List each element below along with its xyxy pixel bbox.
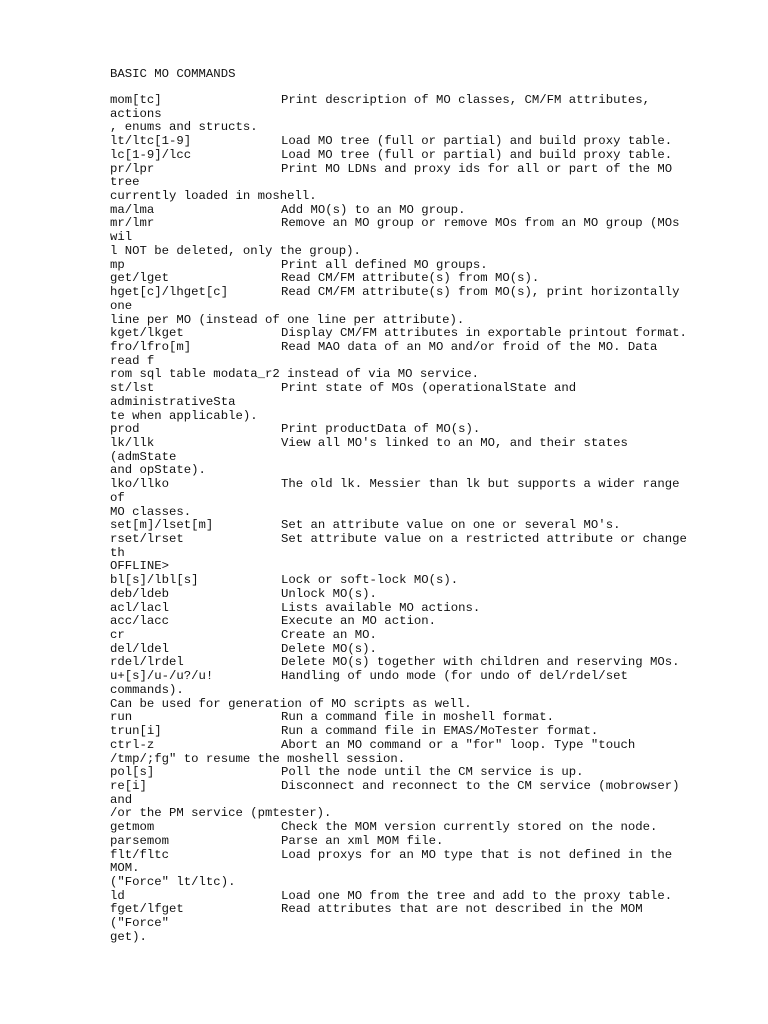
command-description: Delete MO(s) together with children and reserving MOs. — [281, 655, 680, 670]
command-row — [110, 204, 730, 218]
continuation-text: read f — [110, 353, 155, 368]
continuation-text: wil — [110, 230, 133, 245]
command-row — [110, 643, 730, 657]
continuation-line — [110, 547, 730, 561]
continuation-line — [110, 410, 730, 424]
continuation-line — [110, 355, 730, 369]
command-name: run — [110, 710, 133, 725]
command-description: Parse an xml MOM file. — [281, 833, 444, 848]
command-name: mp — [110, 257, 125, 272]
command-name: hget[c]/lhget[c] — [110, 285, 229, 300]
command-row — [110, 382, 730, 396]
command-description: Print MO LDNs and proxy ids for all or part of the MO — [281, 161, 673, 176]
continuation-line — [110, 121, 730, 135]
continuation-text: /or the PM service (pmtester). — [110, 806, 332, 821]
command-name: pol[s] — [110, 765, 155, 780]
command-description: Execute an MO action. — [281, 614, 436, 629]
continuation-line — [110, 876, 730, 890]
command-row — [110, 437, 730, 451]
command-name: ma/lma — [110, 202, 155, 217]
command-description: Set an attribute value on one or several MO's. — [281, 518, 621, 533]
command-name: trun[i] — [110, 724, 162, 739]
command-description: Check the MOM version currently stored on the node. — [281, 820, 658, 835]
command-name: fget/lfget — [110, 902, 184, 917]
command-description: Run a command file in EMAS/MoTester format. — [281, 724, 599, 739]
continuation-line — [110, 245, 730, 259]
command-row — [110, 739, 730, 753]
command-name: lk/llk — [110, 435, 155, 450]
command-row — [110, 588, 730, 602]
continuation-text: one — [110, 298, 133, 313]
command-description: Print description of MO classes, CM/FM attributes, — [281, 93, 650, 107]
command-row — [110, 725, 730, 739]
continuation-text: administrativeSta — [110, 394, 236, 409]
continuation-text: MOM. — [110, 861, 140, 876]
command-description: Print all defined MO groups. — [281, 257, 488, 272]
command-description: Load proxys for an MO type that is not defined in the — [281, 847, 673, 862]
continuation-text: te when applicable). — [110, 408, 258, 423]
continuation-line — [110, 807, 730, 821]
continuation-line — [110, 464, 730, 478]
command-row — [110, 835, 730, 849]
command-name: acc/lacc — [110, 614, 170, 629]
continuation-line — [110, 506, 730, 520]
command-row — [110, 903, 730, 917]
command-row — [110, 629, 730, 643]
continuation-line — [110, 794, 730, 808]
command-name: set[m]/lset[m] — [110, 518, 214, 533]
continuation-line — [110, 451, 730, 465]
command-name: rdel/lrdel — [110, 655, 184, 670]
command-description: Read CM/FM attribute(s) from MO(s). — [281, 271, 540, 286]
command-name: re[i] — [110, 778, 147, 793]
continuation-line — [110, 753, 730, 767]
continuation-text: (admState — [110, 449, 177, 464]
command-description: Unlock MO(s). — [281, 586, 377, 601]
continuation-text: commands). — [110, 682, 184, 697]
command-name: kget/lkget — [110, 326, 184, 341]
command-row — [110, 259, 730, 273]
command-row — [110, 670, 730, 684]
command-description: The old lk. Messier than lk but supports a wider range — [281, 477, 680, 492]
continuation-text: MO classes. — [110, 504, 192, 519]
command-name: lc[1-9]/lcc — [110, 147, 192, 162]
command-description: Load MO tree (full or partial) and build proxy table. — [281, 147, 673, 162]
command-description: Read MAO data of an MO and/or froid of the MO. Data — [281, 339, 658, 354]
continuation-text: of — [110, 490, 125, 505]
command-name: parsemom — [110, 833, 170, 848]
continuation-line — [110, 862, 730, 876]
command-row — [110, 602, 730, 616]
continuation-line — [110, 108, 730, 122]
continuation-line — [110, 368, 730, 382]
command-description: Add MO(s) to an MO group. — [281, 202, 466, 217]
command-row — [110, 94, 730, 108]
command-description: Lock or soft-lock MO(s). — [281, 573, 459, 588]
command-row — [110, 341, 730, 355]
continuation-line — [110, 396, 730, 410]
continuation-text: and opState). — [110, 463, 206, 478]
command-row — [110, 286, 730, 300]
continuation-text: tree — [110, 175, 140, 190]
continuation-line — [110, 176, 730, 190]
command-row — [110, 478, 730, 492]
continuation-text: ("Force" lt/ltc). — [110, 874, 236, 889]
command-name: lt/ltc[1-9] — [110, 134, 192, 149]
command-description: View all MO's linked to an MO, and their states — [281, 435, 628, 450]
continuation-text: rom sql table modata_r2 instead of via MO service. — [110, 367, 479, 382]
command-description: Poll the node until the CM service is up. — [281, 765, 584, 780]
continuation-line — [110, 931, 730, 945]
command-row — [110, 272, 730, 286]
command-name: prod — [110, 422, 140, 437]
command-description: Delete MO(s). — [281, 641, 377, 656]
command-row — [110, 849, 730, 863]
continuation-text: get). — [110, 929, 147, 944]
command-row — [110, 423, 730, 437]
command-name: bl[s]/lbl[s] — [110, 573, 199, 588]
continuation-line — [110, 190, 730, 204]
command-description: Handling of undo mode (for undo of del/rdel/set — [281, 669, 628, 684]
command-row — [110, 615, 730, 629]
continuation-text: , enums and structs. — [110, 120, 258, 135]
continuation-text: line per MO (instead of one line per attribute). — [110, 312, 465, 327]
command-name: lko/llko — [110, 477, 170, 492]
command-description: Create an MO. — [281, 628, 377, 643]
command-name: u+[s]/u-/u?/u! — [110, 669, 214, 684]
continuation-text: /tmp/;fg" to resume the moshell session. — [110, 751, 406, 766]
command-row — [110, 217, 730, 231]
continuation-text: currently loaded in moshell. — [110, 189, 317, 204]
command-name: pr/lpr — [110, 161, 155, 176]
command-list — [110, 94, 730, 945]
continuation-line — [110, 698, 730, 712]
continuation-text: Can be used for generation of MO scripts as well. — [110, 696, 472, 711]
command-description: Load MO tree (full or partial) and build proxy table. — [281, 134, 673, 149]
command-description: Run a command file in moshell format. — [281, 710, 555, 725]
command-row — [110, 163, 730, 177]
command-name: st/lst — [110, 381, 155, 396]
continuation-line — [110, 684, 730, 698]
command-name: fro/lfro[m] — [110, 339, 192, 354]
command-description: Print productData of MO(s). — [281, 422, 481, 437]
command-name: mr/lmr — [110, 216, 155, 231]
command-name: acl/lacl — [110, 600, 170, 615]
command-row — [110, 780, 730, 794]
command-name: ld — [110, 888, 125, 903]
continuation-line — [110, 492, 730, 506]
command-description: Abort an MO command or a "for" loop. Type "touch — [281, 737, 636, 752]
command-row — [110, 711, 730, 725]
command-name: get/lget — [110, 271, 170, 286]
command-row — [110, 327, 730, 341]
command-name: del/ldel — [110, 641, 170, 656]
command-row — [110, 533, 730, 547]
command-row — [110, 656, 730, 670]
command-row — [110, 766, 730, 780]
continuation-text: ("Force" — [110, 916, 170, 931]
continuation-line — [110, 560, 730, 574]
command-row — [110, 890, 730, 904]
command-description: Disconnect and reconnect to the CM service (mobrowser) — [281, 778, 680, 793]
command-description: Load one MO from the tree and add to the proxy table. — [281, 888, 673, 903]
command-name: getmom — [110, 820, 155, 835]
command-row — [110, 574, 730, 588]
continuation-line — [110, 917, 730, 931]
command-name: flt/fltc — [110, 847, 170, 862]
command-description: Display CM/FM attributes in exportable printout format. — [281, 326, 687, 341]
continuation-text: actions — [110, 106, 162, 121]
continuation-line — [110, 314, 730, 328]
command-row — [110, 519, 730, 533]
continuation-text: l NOT be deleted, only the group). — [110, 243, 361, 258]
continuation-line — [110, 231, 730, 245]
command-description: Print state of MOs (operationalState and — [281, 381, 577, 396]
command-description: Read CM/FM attribute(s) from MO(s), print horizontally — [281, 285, 680, 300]
document-title: BASIC MO COMMANDS — [110, 67, 236, 81]
command-name: ctrl-z — [110, 737, 155, 752]
continuation-text: OFFLINE> — [110, 559, 170, 574]
command-row — [110, 821, 730, 835]
command-name: deb/ldeb — [110, 586, 170, 601]
continuation-text: and — [110, 792, 133, 807]
command-name: mom[tc] — [110, 93, 162, 107]
command-description: Remove an MO group or remove MOs from an MO group (MOs — [281, 216, 680, 231]
command-name: cr — [110, 628, 125, 643]
continuation-text: th — [110, 545, 125, 560]
command-description: Lists available MO actions. — [281, 600, 481, 615]
command-name: rset/lrset — [110, 532, 184, 546]
command-row — [110, 135, 730, 149]
command-description: Read attributes that are not described in the MOM — [281, 902, 643, 917]
continuation-line — [110, 300, 730, 314]
command-description: Set attribute value on a restricted attribute or change — [281, 532, 687, 546]
command-row — [110, 149, 730, 163]
